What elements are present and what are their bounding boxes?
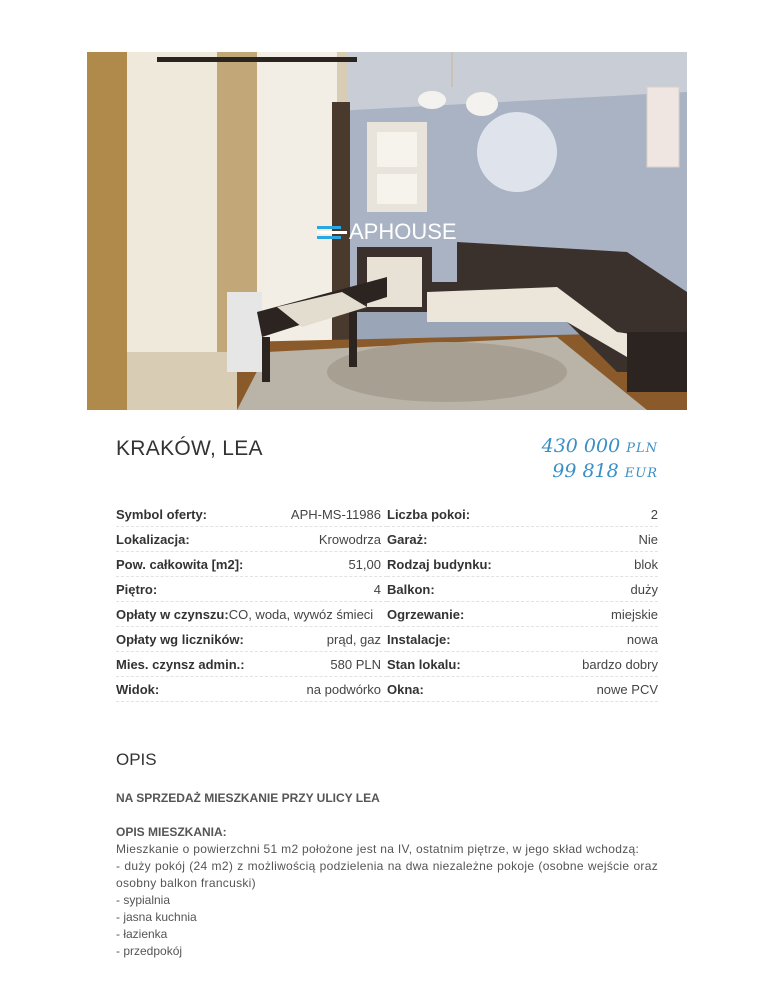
detail-value: nowa (626, 631, 658, 647)
detail-label: Okna: (387, 681, 424, 697)
description-heading: OPIS (116, 750, 157, 769)
detail-label: Mies. czynsz admin.: (116, 656, 245, 672)
detail-value: prąd, gaz (326, 631, 381, 647)
detail-cell (116, 552, 387, 577)
description-headline: NA SPRZEDAŻ MIESZKANIE PRZY ULICY LEA (116, 791, 380, 805)
price-block (542, 435, 658, 485)
detail-label: Balkon: (387, 581, 435, 597)
detail-label: Widok: (116, 681, 160, 697)
list-item: - jasna kuchnia (116, 910, 197, 924)
detail-value: na podwórko (306, 681, 381, 697)
detail-cell (387, 527, 658, 552)
detail-cell (387, 677, 658, 702)
logo-mark-icon (317, 224, 347, 240)
brand-logo (317, 219, 457, 245)
description-body (116, 790, 658, 960)
detail-value: 580 PLN (330, 656, 381, 672)
listing-photo (87, 52, 687, 410)
detail-cell (116, 502, 387, 527)
list-item: - przedpokój (116, 944, 183, 958)
details-row (116, 527, 658, 552)
detail-value: 51,00 (348, 556, 381, 572)
details-row (116, 602, 658, 627)
price-eur-currency: EUR (624, 466, 658, 481)
detail-value: APH-MS-11986 (290, 506, 381, 522)
details-row (116, 502, 658, 527)
detail-cell (116, 527, 387, 552)
detail-cell (116, 627, 387, 652)
detail-cell (116, 602, 387, 627)
detail-cell (116, 652, 387, 677)
detail-label: Garaż: (387, 531, 428, 547)
details-row (116, 577, 658, 602)
price-pln (542, 435, 658, 460)
detail-label: Opłaty w czynszu: (116, 606, 229, 622)
detail-cell (116, 677, 387, 702)
list-item: - sypialnia (116, 893, 171, 907)
detail-value: bardzo dobry (582, 656, 658, 672)
detail-cell (387, 652, 658, 677)
description-paragraph: Mieszkanie o powierzchni 51 m2 położone jest na IV, ostatnim piętrze, w jego skład wchodzą: (116, 842, 640, 856)
listing-title: KRAKÓW, LEA (116, 437, 263, 460)
description-section-title: OPIS MIESZKANIA: (116, 825, 227, 839)
detail-cell (387, 602, 658, 627)
detail-label: Stan lokalu: (387, 656, 461, 672)
detail-label: Instalacje: (387, 631, 451, 647)
detail-value: 2 (650, 506, 658, 522)
details-row (116, 652, 658, 677)
details-row (116, 677, 658, 702)
detail-label: Opłaty wg liczników: (116, 631, 244, 647)
detail-label: Liczba pokoi: (387, 506, 471, 522)
detail-label: Symbol oferty: (116, 506, 208, 522)
list-item: - łazienka (116, 927, 168, 941)
detail-value: blok (634, 556, 658, 572)
detail-label: Ogrzewanie: (387, 606, 465, 622)
detail-value: miejskie (611, 606, 658, 622)
detail-label: Pow. całkowita [m2]: (116, 556, 244, 572)
detail-label: Rodzaj budynku: (387, 556, 492, 572)
list-item: - duży pokój (24 m2) z możliwością podzielenia na dwa niezależne pokoje (osobne wejście oraz osobny balkon francuski) (116, 859, 658, 890)
detail-value: 4 (373, 581, 381, 597)
detail-value: CO, woda, wywóz śmieci (228, 606, 374, 622)
detail-cell (116, 577, 387, 602)
detail-value: duży (630, 581, 658, 597)
details-row (116, 552, 658, 577)
price-eur-value: 99 818 (552, 460, 619, 482)
price-eur (542, 460, 658, 485)
detail-value: nowe PCV (596, 681, 658, 697)
price-pln-currency: PLN (626, 441, 658, 456)
details-table (116, 502, 658, 702)
logo-text: APHOUSE (349, 219, 457, 244)
price-pln-value: 430 000 (541, 435, 621, 457)
details-row (116, 627, 658, 652)
detail-label: Piętro: (116, 581, 158, 597)
detail-label-value-group (116, 607, 373, 622)
detail-label: Lokalizacja: (116, 531, 190, 547)
detail-cell (387, 577, 658, 602)
detail-value: Krowodrza (318, 531, 381, 547)
detail-cell (387, 502, 658, 527)
detail-cell (387, 627, 658, 652)
detail-value: Nie (638, 531, 658, 547)
detail-cell (387, 552, 658, 577)
